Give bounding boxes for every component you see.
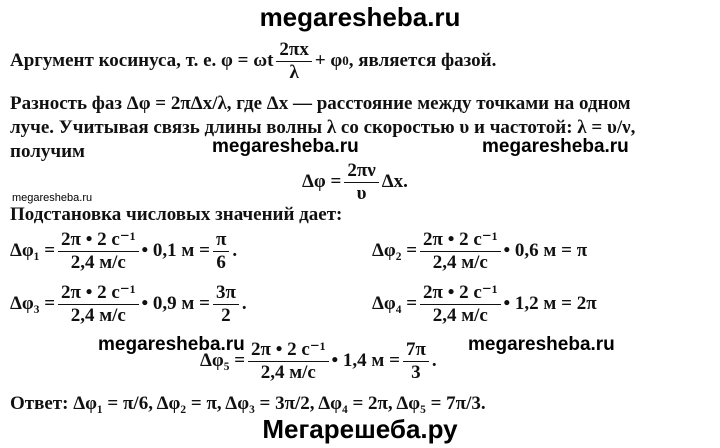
eq2-num: 2π • 2 с⁻¹ [420, 230, 500, 252]
eq1-tail: . [232, 240, 238, 262]
eq4-mid: • 1,2 м = 2π [503, 293, 597, 315]
equation-5 [200, 340, 437, 383]
phase-suffix: , является фазой. [348, 50, 497, 72]
eq4-fraction [420, 283, 500, 326]
phase-sub: 0 [342, 53, 349, 69]
eq1-result [213, 230, 229, 273]
argument-text: Аргумент косинуса, т. е. φ = ωt [10, 50, 274, 72]
eq3-num: 2π • 2 с⁻¹ [58, 283, 138, 305]
eq5-fraction [248, 340, 328, 383]
wave-fraction-num: 2πx [276, 40, 311, 62]
eq1-result-den: 6 [216, 251, 226, 273]
eq4-den: 2,4 м/с [432, 304, 488, 326]
eq5-num: 2π • 2 с⁻¹ [248, 340, 328, 362]
eq5-den: 2,4 м/с [260, 361, 316, 383]
eq5-mid: • 1,4 м = [331, 350, 400, 372]
equation-1 [10, 230, 237, 273]
obtain-line: получим [10, 141, 85, 162]
eq5-lhs: Δφ₅ = [200, 350, 246, 372]
eq2-lhs: Δφ₂ = [372, 240, 418, 262]
eq5-tail: . [431, 350, 437, 372]
eq1-num: 2π • 2 с⁻¹ [58, 230, 138, 252]
main-formula-den: υ [356, 182, 367, 204]
eq1-lhs: Δφ₁ = [10, 240, 56, 262]
eq1-fraction [58, 230, 138, 273]
watermark-bottom[interactable]: Мегарешеба.ру [262, 414, 458, 444]
equation-2 [372, 230, 587, 273]
eq4-lhs: Δφ₄ = [372, 293, 418, 315]
eq2-den: 2,4 м/с [432, 251, 488, 273]
equation-4 [372, 283, 597, 326]
watermark-top[interactable]: megaresheba.ru [259, 2, 461, 32]
main-formula-rhs: Δx. [381, 171, 408, 193]
eq2-fraction [420, 230, 500, 273]
wave-fraction-den: λ [289, 61, 299, 83]
eq3-result-den: 2 [221, 304, 231, 326]
argument-line [10, 40, 496, 83]
watermark-lower-left[interactable]: megaresheba.ru [98, 334, 245, 355]
eq2-mid: • 0,6 м = π [503, 240, 588, 262]
substitution-line: Подстановка числовых значений дает: [10, 204, 343, 225]
main-formula [302, 161, 408, 204]
eq4-num: 2π • 2 с⁻¹ [420, 283, 500, 305]
wave-fraction [276, 40, 311, 83]
eq3-mid: • 0,9 м = [141, 293, 210, 315]
eq3-den: 2,4 м/с [70, 304, 126, 326]
watermark-lower-right[interactable]: megaresheba.ru [468, 334, 615, 355]
eq3-result [213, 283, 239, 326]
main-formula-num: 2πν [344, 161, 378, 183]
phase-plus: + φ [314, 50, 343, 72]
eq1-result-num: π [213, 230, 229, 252]
eq1-den: 2,4 м/с [70, 251, 126, 273]
eq1-mid: • 0,1 м = [141, 240, 210, 262]
answer-line: Ответ: Δφ₁ = π/6, Δφ₂ = π, Δφ₃ = 3π/2, Δφ₄ = 2π, Δφ₅ = 7π/3. [10, 393, 486, 414]
eq5-result [403, 340, 429, 383]
watermark-mid-right[interactable]: megaresheba.ru [482, 136, 629, 157]
eq3-result-num: 3π [213, 283, 239, 305]
watermark-mid-left[interactable]: megaresheba.ru [212, 136, 359, 157]
main-formula-fraction [344, 161, 378, 204]
eq3-tail: . [241, 293, 247, 315]
eq5-result-den: 3 [411, 361, 421, 383]
eq5-result-num: 7π [403, 340, 429, 362]
watermark-small[interactable]: megaresheba.ru [12, 192, 93, 204]
equation-3 [10, 283, 247, 326]
main-formula-lhs: Δφ = [302, 171, 342, 193]
phase-difference-line: Разность фаз Δφ = 2πΔx/λ, где Δx — расстояние между точками на одном [10, 93, 631, 114]
wavelength-line: луче. Учитывая связь длины волны λ со скоростью υ и частотой: λ = υ/ν, [10, 117, 636, 138]
eq3-lhs: Δφ₃ = [10, 293, 56, 315]
eq3-fraction [58, 283, 138, 326]
